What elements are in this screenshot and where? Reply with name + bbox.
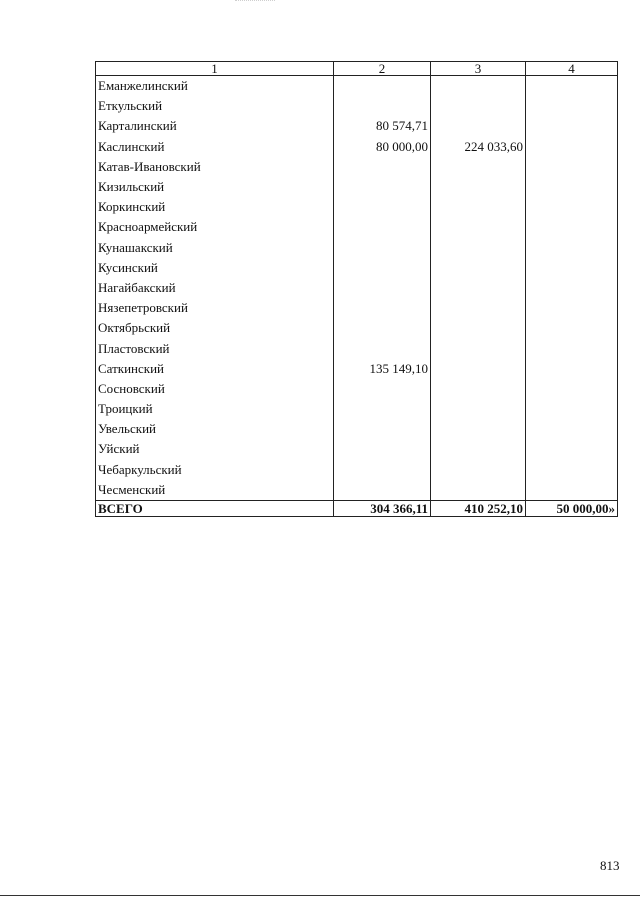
value-col3-cell bbox=[431, 439, 526, 459]
district-name-cell: Карталинский bbox=[96, 116, 334, 136]
district-name-cell: Уйский bbox=[96, 439, 334, 459]
footer-rule bbox=[0, 895, 640, 896]
total-value-col4: 50 000,00» bbox=[526, 500, 618, 516]
district-name-cell: Сосновский bbox=[96, 379, 334, 399]
district-name-cell: Каслинский bbox=[96, 137, 334, 157]
value-col4-cell bbox=[526, 258, 618, 278]
district-name-cell: Кунашакский bbox=[96, 238, 334, 258]
value-col3-cell bbox=[431, 298, 526, 318]
value-col3-cell bbox=[431, 399, 526, 419]
district-name-cell: Пластовский bbox=[96, 338, 334, 358]
value-col2-cell bbox=[334, 157, 431, 177]
district-name-cell: Кизильский bbox=[96, 177, 334, 197]
value-col3-cell bbox=[431, 278, 526, 298]
table-row bbox=[96, 460, 618, 480]
value-col4-cell bbox=[526, 379, 618, 399]
value-col3-cell bbox=[431, 116, 526, 136]
district-name-cell: Октябрьский bbox=[96, 318, 334, 338]
value-col4-cell bbox=[526, 76, 618, 97]
value-col2-cell bbox=[334, 76, 431, 97]
district-name-cell: Еткульский bbox=[96, 96, 334, 116]
district-name-cell: Увельский bbox=[96, 419, 334, 439]
value-col2-cell bbox=[334, 460, 431, 480]
value-col4-cell bbox=[526, 419, 618, 439]
column-header-4: 4 bbox=[526, 62, 618, 76]
value-col3-cell bbox=[431, 318, 526, 338]
value-col3-cell bbox=[431, 197, 526, 217]
value-col4-cell bbox=[526, 318, 618, 338]
value-col4-cell bbox=[526, 439, 618, 459]
value-col3-cell bbox=[431, 258, 526, 278]
value-col4-cell bbox=[526, 399, 618, 419]
table-row bbox=[96, 197, 618, 217]
district-name-cell: Коркинский bbox=[96, 197, 334, 217]
value-col2-cell: 80 574,71 bbox=[334, 116, 431, 136]
value-col2-cell: 80 000,00 bbox=[334, 137, 431, 157]
table-row bbox=[96, 480, 618, 501]
value-col2-cell bbox=[334, 96, 431, 116]
value-col4-cell bbox=[526, 157, 618, 177]
value-col3-cell: 224 033,60 bbox=[431, 137, 526, 157]
page-number: 813 bbox=[600, 858, 620, 873]
scan-specks bbox=[235, 0, 275, 4]
value-col2-cell bbox=[334, 258, 431, 278]
district-name-cell: Чесменский bbox=[96, 480, 334, 501]
value-col3-cell bbox=[431, 76, 526, 97]
table-row bbox=[96, 96, 618, 116]
value-col3-cell bbox=[431, 359, 526, 379]
column-header-3: 3 bbox=[431, 62, 526, 76]
table-row bbox=[96, 217, 618, 237]
value-col2-cell bbox=[334, 298, 431, 318]
value-col2-cell bbox=[334, 278, 431, 298]
value-col4-cell bbox=[526, 278, 618, 298]
value-col3-cell bbox=[431, 96, 526, 116]
district-name-cell: Троицкий bbox=[96, 399, 334, 419]
value-col2-cell bbox=[334, 480, 431, 501]
table-row bbox=[96, 379, 618, 399]
district-name-cell: Катав-Ивановский bbox=[96, 157, 334, 177]
value-col3-cell bbox=[431, 379, 526, 399]
value-col4-cell bbox=[526, 338, 618, 358]
value-col4-cell bbox=[526, 480, 618, 501]
value-col3-cell bbox=[431, 338, 526, 358]
district-name-cell: Нагайбакский bbox=[96, 278, 334, 298]
total-row bbox=[96, 500, 618, 516]
district-name-cell: Красноармейский bbox=[96, 217, 334, 237]
table-row bbox=[96, 278, 618, 298]
table-row bbox=[96, 258, 618, 278]
value-col2-cell bbox=[334, 217, 431, 237]
district-name-cell: Чебаркульский bbox=[96, 460, 334, 480]
value-col2-cell bbox=[334, 238, 431, 258]
value-col4-cell bbox=[526, 96, 618, 116]
total-label: ВСЕГО bbox=[96, 500, 334, 516]
value-col4-cell bbox=[526, 137, 618, 157]
table-row bbox=[96, 298, 618, 318]
district-name-cell: Еманжелинский bbox=[96, 76, 334, 97]
table-row bbox=[96, 359, 618, 379]
table-row bbox=[96, 419, 618, 439]
table-row bbox=[96, 116, 618, 136]
value-col3-cell bbox=[431, 419, 526, 439]
table-row bbox=[96, 157, 618, 177]
table-row bbox=[96, 177, 618, 197]
table-row bbox=[96, 399, 618, 419]
value-col2-cell bbox=[334, 318, 431, 338]
table-row bbox=[96, 318, 618, 338]
value-col3-cell bbox=[431, 177, 526, 197]
value-col3-cell bbox=[431, 157, 526, 177]
value-col2-cell bbox=[334, 419, 431, 439]
value-col4-cell bbox=[526, 238, 618, 258]
value-col4-cell bbox=[526, 359, 618, 379]
table-row bbox=[96, 76, 618, 97]
value-col3-cell bbox=[431, 217, 526, 237]
value-col2-cell bbox=[334, 399, 431, 419]
district-name-cell: Кусинский bbox=[96, 258, 334, 278]
value-col2-cell bbox=[334, 338, 431, 358]
table-row bbox=[96, 439, 618, 459]
table-header-row bbox=[96, 62, 618, 76]
total-value-col3: 410 252,10 bbox=[431, 500, 526, 516]
value-col3-cell bbox=[431, 480, 526, 501]
column-header-1: 1 bbox=[96, 62, 334, 76]
value-col4-cell bbox=[526, 177, 618, 197]
value-col2-cell bbox=[334, 379, 431, 399]
value-col4-cell bbox=[526, 460, 618, 480]
value-col4-cell bbox=[526, 116, 618, 136]
table-row bbox=[96, 137, 618, 157]
value-col2-cell: 135 149,10 bbox=[334, 359, 431, 379]
value-col2-cell bbox=[334, 177, 431, 197]
value-col4-cell bbox=[526, 217, 618, 237]
value-col4-cell bbox=[526, 197, 618, 217]
table-row bbox=[96, 238, 618, 258]
value-col3-cell bbox=[431, 460, 526, 480]
table-row bbox=[96, 338, 618, 358]
district-name-cell: Нязепетровский bbox=[96, 298, 334, 318]
value-col2-cell bbox=[334, 439, 431, 459]
value-col2-cell bbox=[334, 197, 431, 217]
total-value-col2: 304 366,11 bbox=[334, 500, 431, 516]
value-col4-cell bbox=[526, 298, 618, 318]
value-col3-cell bbox=[431, 238, 526, 258]
district-name-cell: Саткинский bbox=[96, 359, 334, 379]
column-header-2: 2 bbox=[334, 62, 431, 76]
budget-table bbox=[95, 61, 618, 517]
table-body bbox=[96, 76, 618, 501]
